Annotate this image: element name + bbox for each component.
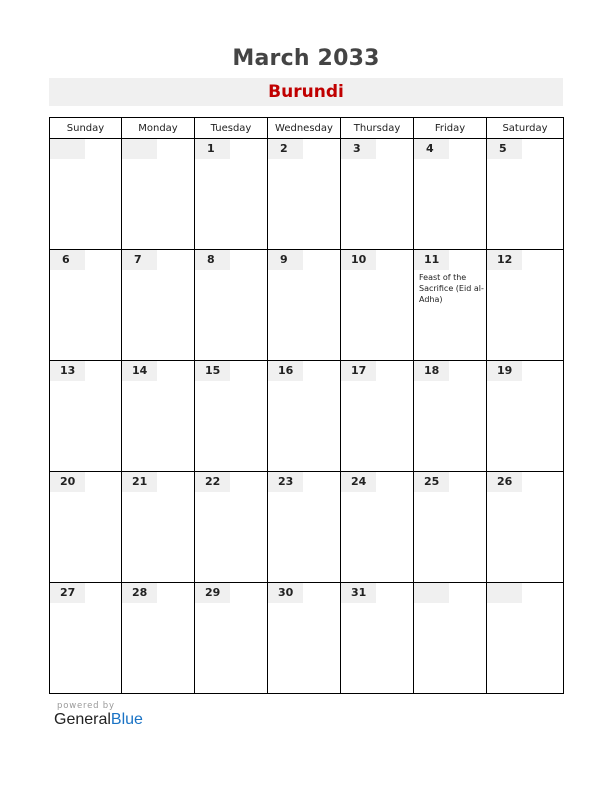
day-cell — [414, 361, 487, 472]
weekday-saturday: Saturday — [487, 118, 564, 139]
day-number: 22 — [195, 472, 230, 492]
day-cell — [341, 583, 414, 694]
day-cell — [341, 250, 414, 361]
day-cell — [268, 250, 341, 361]
day-number: 4 — [414, 139, 449, 159]
day-number: 23 — [268, 472, 303, 492]
day-cell — [122, 361, 195, 472]
day-cell — [487, 361, 564, 472]
day-number: 14 — [122, 361, 157, 381]
day-cell — [341, 139, 414, 250]
week-row — [50, 361, 564, 472]
day-cell — [487, 250, 564, 361]
day-number: 13 — [50, 361, 85, 381]
day-number: 25 — [414, 472, 449, 492]
day-cell — [195, 361, 268, 472]
day-number: 19 — [487, 361, 522, 381]
day-number: 21 — [122, 472, 157, 492]
day-number: 29 — [195, 583, 230, 603]
week-row — [50, 472, 564, 583]
generalblue-logo — [54, 711, 143, 729]
weekday-tuesday: Tuesday — [195, 118, 268, 139]
day-number: 16 — [268, 361, 303, 381]
day-cell — [487, 472, 564, 583]
day-number: 18 — [414, 361, 449, 381]
weekday-monday: Monday — [122, 118, 195, 139]
weekday-header-row — [50, 118, 564, 139]
day-number: 5 — [487, 139, 522, 159]
day-cell — [414, 139, 487, 250]
day-number: 3 — [341, 139, 376, 159]
day-number: 6 — [50, 250, 85, 270]
day-number: 1 — [195, 139, 230, 159]
day-number: 10 — [341, 250, 376, 270]
week-row — [50, 583, 564, 694]
day-number: 31 — [341, 583, 376, 603]
empty-day-cell — [487, 583, 564, 694]
day-cell — [268, 472, 341, 583]
day-cell — [414, 250, 487, 361]
day-number: 15 — [195, 361, 230, 381]
day-number: 24 — [341, 472, 376, 492]
day-cell — [50, 472, 122, 583]
day-cell — [195, 139, 268, 250]
calendar-grid — [49, 117, 564, 694]
day-cell — [268, 361, 341, 472]
day-cell — [122, 583, 195, 694]
day-cell — [487, 139, 564, 250]
holiday-event: Feast of the Sacrifice (Eid al-Adha) — [419, 273, 484, 304]
weekday-thursday: Thursday — [341, 118, 414, 139]
day-number — [122, 139, 157, 159]
day-number: 8 — [195, 250, 230, 270]
day-cell — [195, 472, 268, 583]
day-number: 26 — [487, 472, 522, 492]
day-cell — [122, 250, 195, 361]
week-row — [50, 139, 564, 250]
day-number: 12 — [487, 250, 522, 270]
empty-day-cell — [414, 583, 487, 694]
day-cell — [50, 583, 122, 694]
week-row — [50, 250, 564, 361]
country-banner — [49, 78, 563, 106]
country-name: Burundi — [268, 82, 344, 102]
day-number: 28 — [122, 583, 157, 603]
day-cell — [195, 583, 268, 694]
day-number: 7 — [122, 250, 157, 270]
day-number — [50, 139, 85, 159]
brand-blue: Blue — [110, 711, 143, 728]
brand-general: General — [54, 711, 111, 728]
day-number: 27 — [50, 583, 85, 603]
day-number: 20 — [50, 472, 85, 492]
day-number: 30 — [268, 583, 303, 603]
day-number — [414, 583, 449, 603]
day-cell — [122, 472, 195, 583]
empty-day-cell — [50, 139, 122, 250]
page-title: March 2033 — [232, 46, 380, 71]
day-cell — [341, 472, 414, 583]
day-cell — [50, 361, 122, 472]
day-number: 11 — [414, 250, 449, 270]
day-number — [487, 583, 522, 603]
day-cell — [341, 361, 414, 472]
day-cell — [268, 139, 341, 250]
day-number: 17 — [341, 361, 376, 381]
weekday-wednesday: Wednesday — [268, 118, 341, 139]
powered-by-label: powered by — [57, 701, 115, 711]
day-cell — [195, 250, 268, 361]
day-cell — [50, 250, 122, 361]
weekday-sunday: Sunday — [50, 118, 122, 139]
day-number: 9 — [268, 250, 303, 270]
day-cell — [414, 472, 487, 583]
day-cell — [268, 583, 341, 694]
day-number: 2 — [268, 139, 303, 159]
empty-day-cell — [122, 139, 195, 250]
weekday-friday: Friday — [414, 118, 487, 139]
